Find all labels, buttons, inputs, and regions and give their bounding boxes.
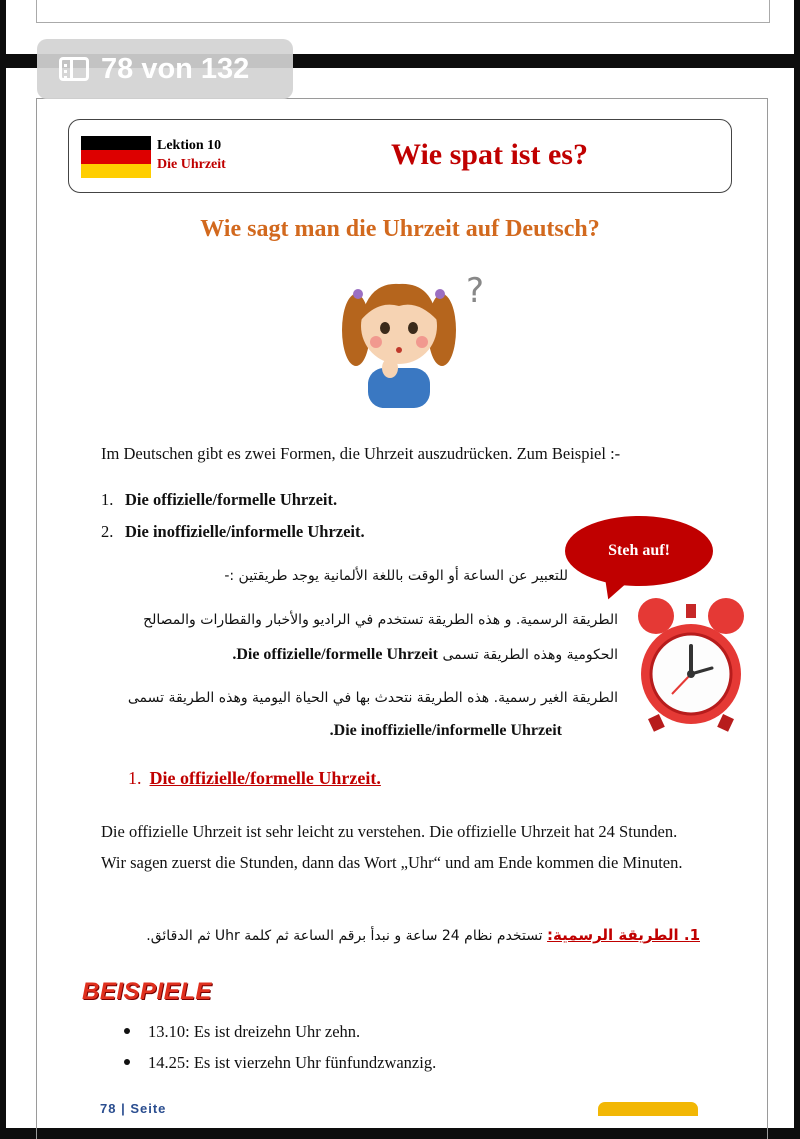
list-item-text: Die inoffizielle/informelle Uhrzeit. [125,522,365,541]
page-subtitle: Wie sagt man die Uhrzeit auf Deutsch? [200,216,600,242]
page-counter-text: 78 von 132 [101,52,250,85]
lesson-header [68,119,732,193]
arabic-informal-name-de: Die inoffizielle/informelle Uhrzeit. [329,722,562,739]
bullet-icon [124,1028,130,1034]
german-flag-icon [81,136,151,178]
section-heading [128,768,381,789]
speech-bubble: Steh auf! [565,516,713,586]
page-counter-badge[interactable] [37,39,293,99]
section-title: Die offizielle/formelle Uhrzeit. [149,768,381,788]
arabic-informal-name [330,722,562,740]
thinking-girl-illustration [338,264,488,414]
page-title: Wie spat ist es? [391,138,588,171]
book-icon [59,57,89,81]
arabic-rule-text: تستخدم نظام 24 ساعة و نبدأ برقم الساعة ثم كلمة Uhr ثم الدقائق. [146,928,543,944]
footer-page-number: 78 | Seite [100,1101,167,1116]
list-item-number: 2. [101,522,114,541]
alarm-clock-illustration [632,594,750,734]
example-text: 13.10: Es ist dreizehn Uhr zehn. [148,1022,361,1041]
list-item-text: Die offizielle/formelle Uhrzeit. [125,490,338,509]
flag-stripe-black [81,136,151,150]
examples-list [124,1022,436,1084]
intro-text: Im Deutschen gibt es zwei Formen, die Uhrzeit auszudrücken. Zum Beispiel :- [101,444,621,463]
arabic-informal-desc: الطريقة الغير رسمية. هذه الطريقة نتحدث بها في الحياة اليومية وهذه الطريقة تسمى [127,690,618,706]
lesson-topic: Die Uhrzeit [157,157,226,172]
section-paragraph: Die offizielle Uhrzeit ist sehr leicht zu verstehen. Die offizielle Uhrzeit hat 24 Stunden. Wir sagen zuerst die Stunden, dann das Wort „Uhr“ und am Ende kommen die Minuten. [101,822,683,872]
publisher-logo [598,1102,698,1116]
svg-text:?: ? [466,271,485,311]
section-number: 1. [128,768,142,788]
flag-stripe-red [81,150,151,164]
list-item [101,522,365,554]
arabic-rule [146,926,700,944]
examples-heading: BEISPIELE [82,978,212,1005]
list-item [124,1053,436,1084]
arabic-formal-name-de: Die offizielle/formelle Uhrzeit. [232,646,438,663]
bullet-icon [124,1059,130,1065]
list-item [124,1022,436,1053]
list-item-number: 1. [101,490,114,509]
example-text: 14.25: Es ist vierzehn Uhr fünfundzwanzig. [148,1053,437,1072]
forms-list [101,490,365,554]
flag-stripe-gold [81,164,151,178]
list-item [101,490,365,522]
previous-page-frame [36,0,770,23]
arabic-formal-desc: الطريقة الرسمية. و هذه الطريقة تستخدم في الراديو والأخبار والقطارات والمصالح [143,612,618,628]
arabic-formal-name [232,646,618,664]
arabic-intro: للتعبير عن الساعة أو الوقت باللغة الألمانية يوجد طريقتين :- [224,568,568,584]
arabic-rule-label: 1. الطريقة الرسمية: [547,926,700,944]
lesson-number: Lektion 10 [157,138,222,153]
arabic-formal-name-ar: الحكومية وهذه الطريقة تسمى [442,647,618,663]
